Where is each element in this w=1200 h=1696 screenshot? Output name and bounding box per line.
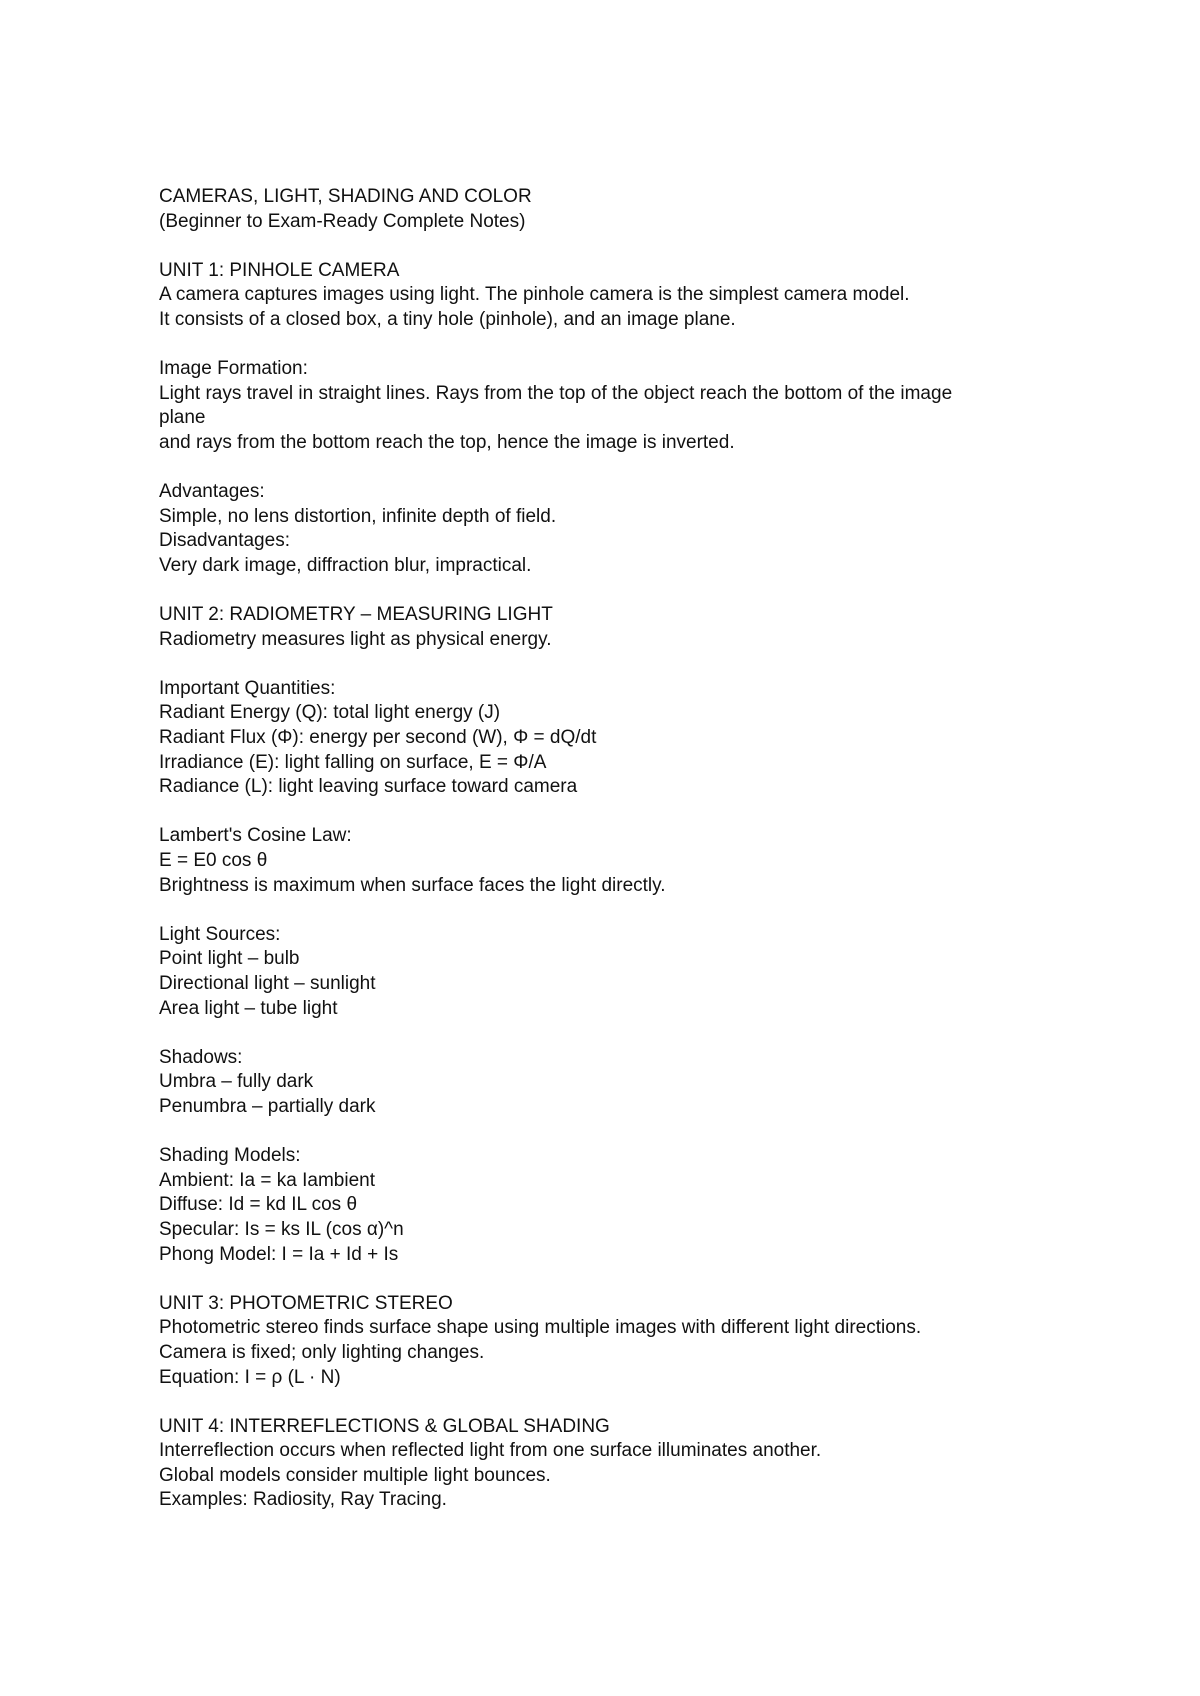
image-formation-line: Light rays travel in straight lines. Rays from the top of the object reach the bottom of the image [159, 382, 953, 404]
spacer [159, 1390, 1059, 1415]
light-source-item: Point light – bulb [159, 948, 300, 970]
spacer [159, 652, 1059, 677]
shading-models-label: Shading Models: [159, 1145, 301, 1167]
unit1-intro-line: A camera captures images using light. The pinhole camera is the simplest camera model. [159, 284, 910, 306]
unit3-line: Camera is fixed; only lighting changes. [159, 1341, 485, 1363]
quantity-item: Radiant Flux (Φ): energy per second (W), Φ = dQ/dt [159, 727, 597, 749]
spacer [159, 1267, 1059, 1292]
lambert-item: Brightness is maximum when surface faces the light directly. [159, 874, 666, 896]
unit3-line: Photometric stereo finds surface shape using multiple images with different light directions. [159, 1317, 922, 1339]
light-sources-label: Light Sources: [159, 923, 281, 945]
image-formation-line: and rays from the bottom reach the top, hence the image is inverted. [159, 431, 735, 453]
lambert-item: E = E0 cos θ [159, 850, 268, 872]
spacer [159, 1120, 1059, 1145]
shadow-item: Penumbra – partially dark [159, 1095, 376, 1117]
unit2-intro: Radiometry measures light as physical energy. [159, 628, 552, 650]
shading-model-item: Diffuse: Id = kd IL cos θ [159, 1194, 358, 1216]
disadvantages-label: Disadvantages: [159, 530, 290, 552]
quantity-item: Radiant Energy (Q): total light energy (J) [159, 702, 501, 724]
unit4-line: Examples: Radiosity, Ray Tracing. [159, 1489, 447, 1511]
quantities-label: Important Quantities: [159, 677, 336, 699]
image-formation-label: Image Formation: [159, 358, 308, 380]
advantages-text: Simple, no lens distortion, infinite depth of field. [159, 505, 557, 527]
quantity-item: Radiance (L): light leaving surface toward camera [159, 776, 578, 798]
quantity-item: Irradiance (E): light falling on surface, E = Φ/A [159, 751, 547, 773]
unit4-heading: UNIT 4: INTERREFLECTIONS & GLOBAL SHADING [159, 1415, 610, 1437]
spacer [159, 898, 1059, 923]
advantages-label: Advantages: [159, 481, 265, 503]
shadow-item: Umbra – fully dark [159, 1071, 314, 1093]
spacer [159, 1021, 1059, 1046]
lambert-label: Lambert's Cosine Law: [159, 825, 352, 847]
shading-model-item: Ambient: Ia = ka Iambient [159, 1169, 375, 1191]
unit3-line: Equation: I = ρ (L · N) [159, 1366, 341, 1388]
disadvantages-text: Very dark image, diffraction blur, impractical. [159, 554, 532, 576]
unit4-line: Global models consider multiple light bounces. [159, 1464, 551, 1486]
unit4-line: Interreflection occurs when reflected light from one surface illuminates another. [159, 1440, 822, 1462]
shading-model-item: Specular: Is = ks IL (cos α)^n [159, 1218, 404, 1240]
unit3-heading: UNIT 3: PHOTOMETRIC STEREO [159, 1292, 453, 1314]
unit1-heading: UNIT 1: PINHOLE CAMERA [159, 259, 400, 281]
document-title: CAMERAS, LIGHT, SHADING AND COLOR [159, 186, 532, 207]
shading-model-item: Phong Model: I = Ia + Id + Is [159, 1243, 399, 1265]
document-body [159, 185, 1059, 1513]
unit1-intro-line: It consists of a closed box, a tiny hole (pinhole), and an image plane. [159, 308, 736, 330]
light-source-item: Directional light – sunlight [159, 973, 376, 994]
spacer [159, 579, 1059, 604]
spacer [159, 333, 1059, 358]
spacer [159, 800, 1059, 825]
document-subtitle: (Beginner to Exam-Ready Complete Notes) [159, 210, 526, 232]
shadows-label: Shadows: [159, 1046, 243, 1068]
image-formation-line: plane [159, 407, 206, 429]
unit2-heading: UNIT 2: RADIOMETRY – MEASURING LIGHT [159, 604, 553, 626]
spacer [159, 234, 1059, 259]
light-source-item: Area light – tube light [159, 997, 338, 1019]
spacer [159, 456, 1059, 481]
